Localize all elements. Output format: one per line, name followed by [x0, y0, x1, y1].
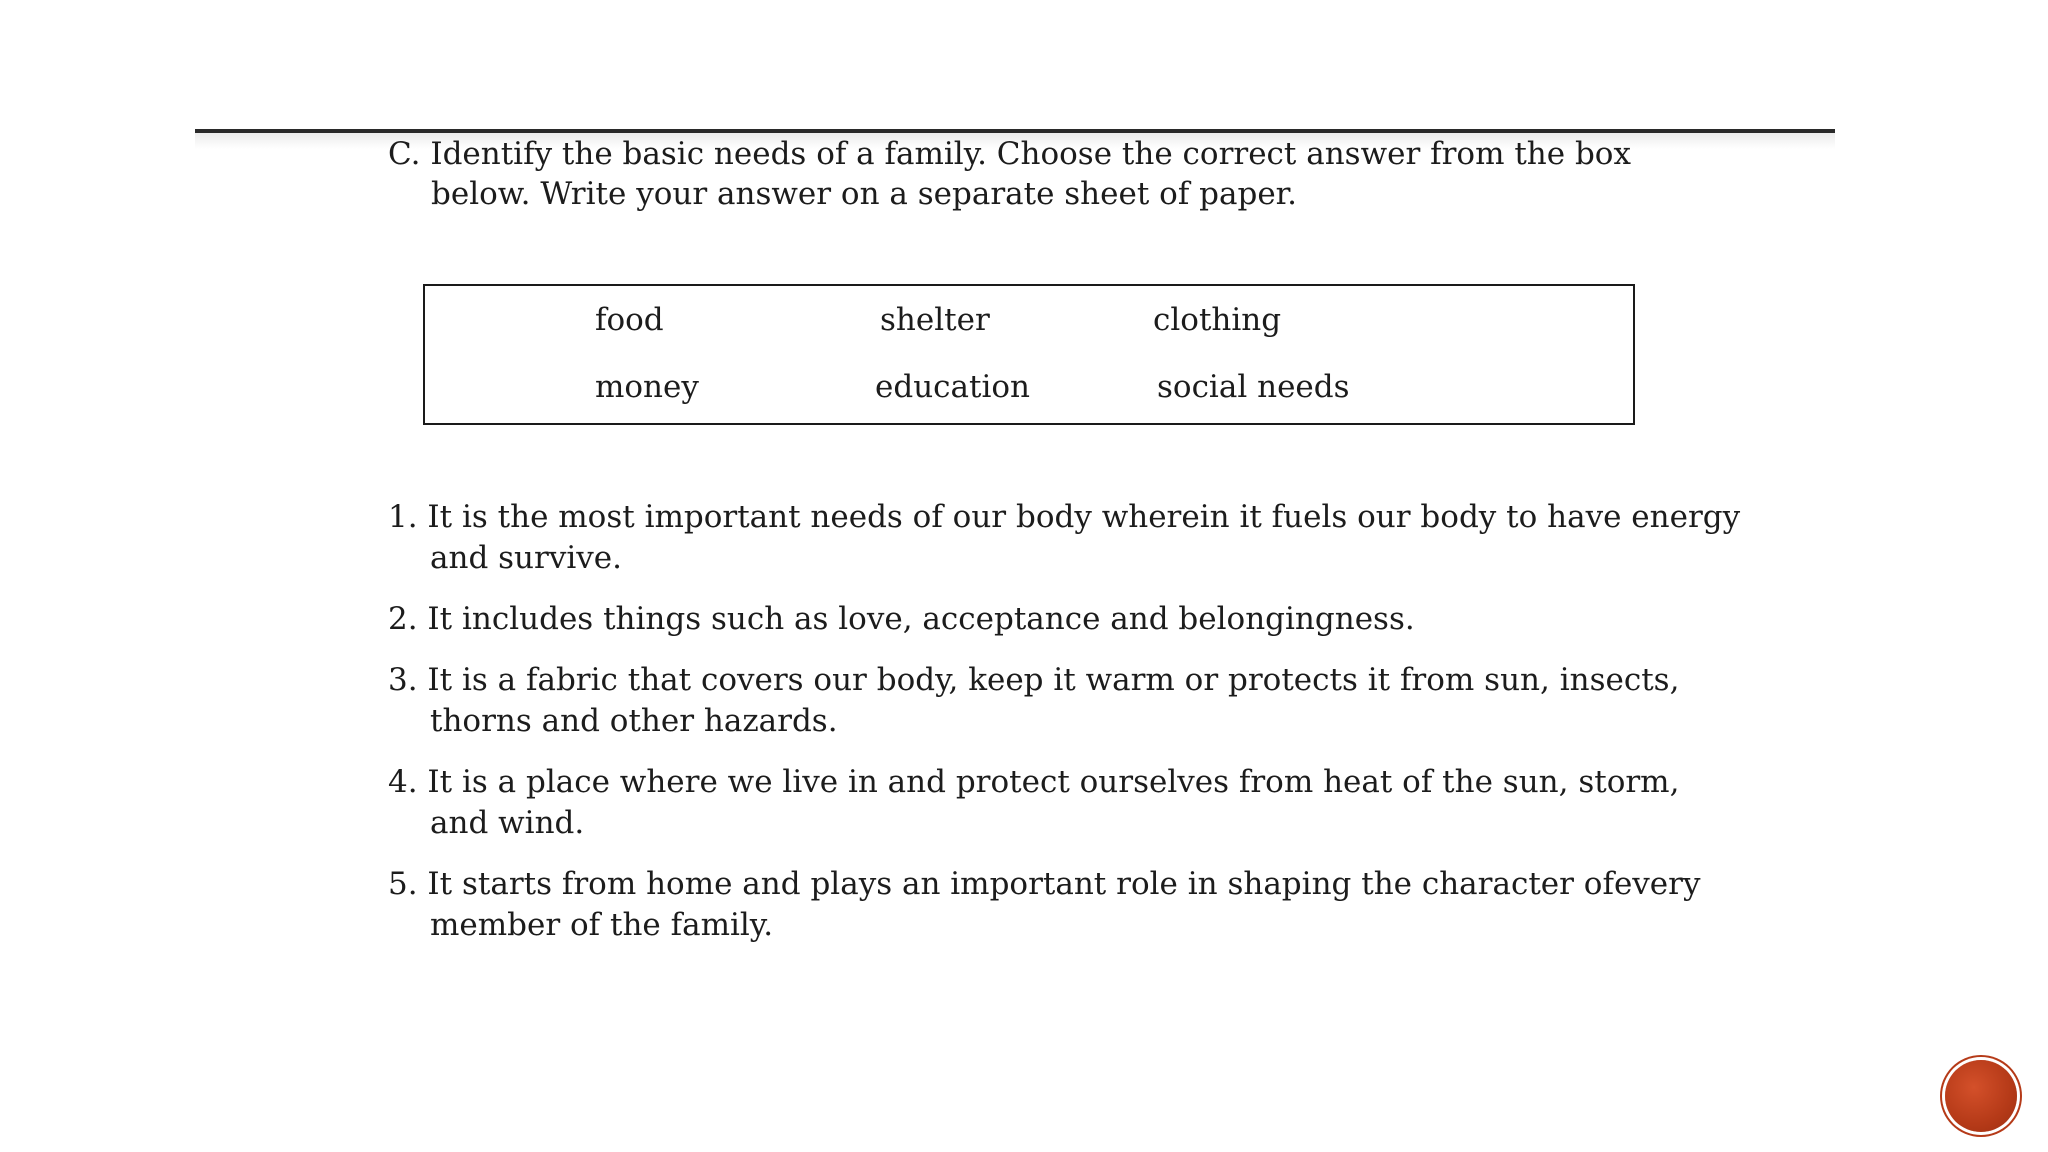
question-item-4 [388, 762, 1728, 844]
choice-food: food [595, 302, 664, 338]
instruction-line-2: below. Write your answer on a separate sheet of paper. [431, 176, 1297, 212]
question-3-line-1: 3. It is a fabric that covers our body, keep it warm or protects it from sun, insects, [388, 662, 1680, 698]
choice-shelter: shelter [880, 302, 990, 338]
question-5-line-2: member of the family. [430, 907, 774, 943]
question-4-line-1: 4. It is a place where we live in and protect ourselves from heat of the sun, storm, [388, 764, 1680, 800]
question-1-line-2: and survive. [430, 540, 622, 576]
instruction-line-1: C. Identify the basic needs of a family. Choose the correct answer from the box [388, 136, 1631, 172]
question-1-line-1: 1. It is the most important needs of our body wherein it fuels our body to have energy [388, 499, 1741, 535]
instruction-text [388, 134, 1648, 214]
choice-money: money [595, 369, 699, 405]
question-item-5 [388, 864, 1728, 946]
question-list [388, 497, 1741, 966]
choice-clothing: clothing [1153, 302, 1282, 338]
question-2-line-1: 2. It includes things such as love, acceptance and belongingness. [388, 601, 1415, 637]
slide-nav-button[interactable] [1945, 1060, 2017, 1132]
question-5-line-1: 5. It starts from home and plays an important role in shaping the character ofevery [388, 866, 1701, 902]
choice-education: education [875, 369, 1030, 405]
question-item-3 [388, 660, 1728, 742]
question-item-2 [388, 599, 1728, 640]
choice-social-needs: social needs [1157, 369, 1350, 405]
question-3-line-2: thorns and other hazards. [430, 703, 838, 739]
question-item-1 [388, 497, 1741, 579]
answer-choice-box [423, 284, 1635, 425]
question-4-line-2: and wind. [430, 805, 585, 841]
